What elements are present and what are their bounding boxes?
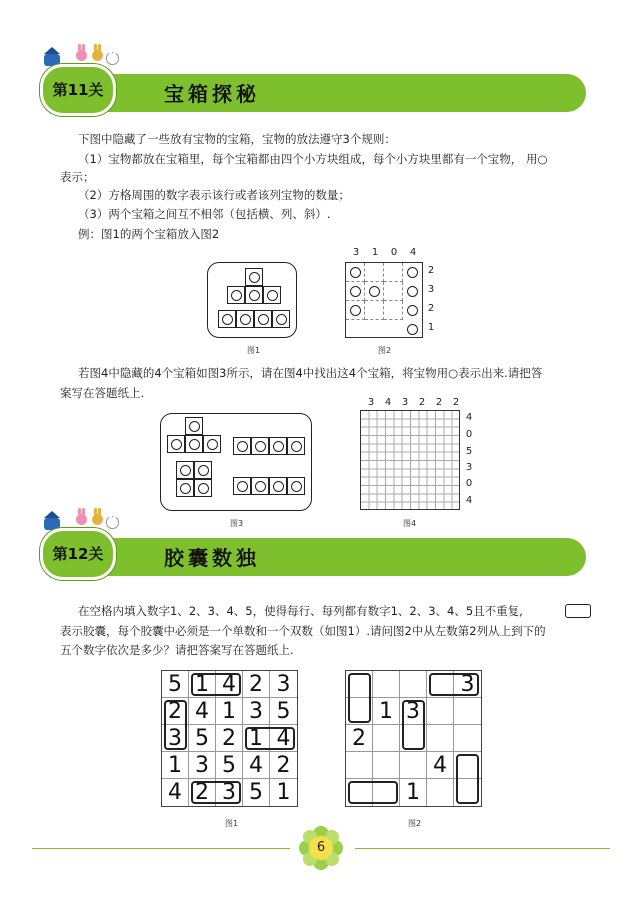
sudoku-cell[interactable] bbox=[427, 698, 454, 725]
level11-rule2: （2）方格周围的数字表示该行或者该列宝物的数量； bbox=[78, 188, 350, 202]
capsule-outline bbox=[348, 781, 398, 804]
capsule-outline bbox=[245, 727, 295, 750]
level11-rule3: （3）两个宝箱之间互不相邻（包括横、列、斜）. bbox=[78, 207, 331, 221]
sudoku-cell: 2 bbox=[189, 779, 216, 806]
level11-example: 例：图1的两个宝箱放入图2 bbox=[78, 227, 220, 241]
sudoku-cell[interactable]: 2 bbox=[346, 725, 373, 752]
sudoku-cell: 5 bbox=[216, 752, 243, 779]
fig1-sudoku-caption: 图1 bbox=[225, 819, 239, 828]
capsule-sudoku-puzzle-grid[interactable] bbox=[345, 670, 482, 807]
sudoku-cell[interactable] bbox=[373, 725, 400, 752]
page-number-flower bbox=[299, 826, 343, 870]
fig3-caption: 图3 bbox=[230, 519, 244, 528]
sudoku-cell[interactable] bbox=[373, 671, 400, 698]
sudoku-cell: 5 bbox=[270, 698, 297, 725]
capsule-outline bbox=[191, 781, 241, 804]
sudoku-cell: 2 bbox=[243, 671, 270, 698]
footer-line-left bbox=[32, 848, 290, 849]
sudoku-cell[interactable]: 1 bbox=[400, 779, 427, 806]
sudoku-cell: 2 bbox=[216, 725, 243, 752]
level12-title: 胶囊数独 bbox=[164, 546, 260, 570]
sudoku-cell: 1 bbox=[189, 671, 216, 698]
capsule-outline bbox=[402, 700, 425, 750]
sudoku-cell: 3 bbox=[189, 752, 216, 779]
bunny-icon bbox=[92, 50, 103, 61]
sudoku-cell: 3 bbox=[162, 725, 189, 752]
capsule-outline bbox=[456, 754, 479, 804]
sudoku-cell: 3 bbox=[243, 698, 270, 725]
level11-rule1a: （1）宝物都放在宝箱里，每个宝箱都由四个小方块组成，每个小方块里都有一个宝物， 用○ bbox=[78, 152, 548, 166]
sudoku-cell: 1 bbox=[216, 698, 243, 725]
bunny-icon bbox=[76, 514, 87, 525]
capsule-outline bbox=[191, 673, 241, 696]
capsule-sudoku-example-grid bbox=[161, 670, 298, 807]
bunny-icon bbox=[92, 514, 103, 525]
sudoku-cell[interactable]: 4 bbox=[427, 752, 454, 779]
level12-line3: 五个数字依次是多少？请把答案写在答题纸上. bbox=[60, 643, 294, 657]
sudoku-cell: 4 bbox=[189, 698, 216, 725]
level12-header-bar bbox=[80, 538, 586, 576]
level12-badge: 第12关 bbox=[40, 528, 116, 580]
sudoku-cell[interactable] bbox=[427, 725, 454, 752]
sudoku-cell: 4 bbox=[243, 752, 270, 779]
sudoku-cell: 4 bbox=[270, 725, 297, 752]
capsule-outline bbox=[348, 673, 371, 723]
sudoku-cell: 1 bbox=[276, 780, 291, 805]
capsule-outline bbox=[164, 700, 187, 750]
bunny-icon bbox=[106, 516, 119, 529]
sudoku-cell[interactable] bbox=[400, 671, 427, 698]
sudoku-cell[interactable]: 1 bbox=[373, 698, 400, 725]
sudoku-cell: 3 bbox=[270, 671, 297, 698]
capsule-outline bbox=[429, 673, 479, 696]
sudoku-cell: 4 bbox=[162, 779, 189, 806]
level11-header-bar bbox=[80, 74, 586, 112]
level12-line1: 在空格内填入数字1、2、3、4、5，使得每行、每列都有数字1、2、3、4、5且不重复, bbox=[78, 604, 523, 618]
sudoku-cell: 3 bbox=[216, 779, 243, 806]
level11-task-b: 案写在答题纸上. bbox=[60, 386, 145, 400]
sudoku-cell[interactable] bbox=[373, 752, 400, 779]
sudoku-cell: 5 bbox=[243, 779, 270, 806]
sudoku-cell: 2 bbox=[162, 698, 189, 725]
fig1-caption: 图1 bbox=[247, 346, 261, 355]
sudoku-cell[interactable] bbox=[400, 752, 427, 779]
level11-intro: 下图中隐藏了一些放有宝物的宝箱，宝物的放法遵守3个规则： bbox=[78, 132, 396, 146]
sudoku-cell: 1 bbox=[243, 725, 270, 752]
sudoku-cell: 2 bbox=[270, 752, 297, 779]
page-number: 6 bbox=[309, 836, 333, 860]
fig2-grid bbox=[345, 262, 423, 338]
sudoku-cell[interactable] bbox=[427, 779, 454, 806]
bunny-icon bbox=[106, 52, 119, 65]
sudoku-cell: 1 bbox=[162, 752, 189, 779]
fig2-sudoku-caption: 图2 bbox=[408, 819, 422, 828]
sudoku-cell[interactable]: 3 bbox=[400, 698, 427, 725]
sudoku-cell: 5 bbox=[189, 725, 216, 752]
capsule-icon bbox=[565, 604, 591, 618]
fig2-caption: 图2 bbox=[378, 346, 392, 355]
sudoku-cell[interactable] bbox=[346, 752, 373, 779]
fig4-grid[interactable] bbox=[360, 410, 460, 510]
sudoku-cell[interactable] bbox=[454, 725, 481, 752]
level12-line2: 表示胶囊，每个胶囊中必须是一个单数和一个双数（如图1）.请问图2中从左数第2列从上到下的 bbox=[60, 624, 546, 638]
footer-line-right bbox=[355, 848, 610, 849]
sudoku-cell[interactable] bbox=[454, 698, 481, 725]
sudoku-cell: 5 bbox=[162, 671, 189, 698]
fig4-caption: 图4 bbox=[403, 519, 417, 528]
level11-badge: 第11关 bbox=[40, 64, 116, 116]
level11-task-a: 若图4中隐藏的4个宝箱如图3所示，请在图4中找出这4个宝箱，将宝物用○表示出来.请把答 bbox=[78, 366, 543, 380]
level11-rule1b: 表示； bbox=[60, 170, 95, 184]
sudoku-cell[interactable]: 3 bbox=[454, 671, 481, 698]
bunny-icon bbox=[76, 50, 87, 61]
sudoku-cell: 4 bbox=[216, 671, 243, 698]
level11-title: 宝箱探秘 bbox=[164, 82, 260, 106]
